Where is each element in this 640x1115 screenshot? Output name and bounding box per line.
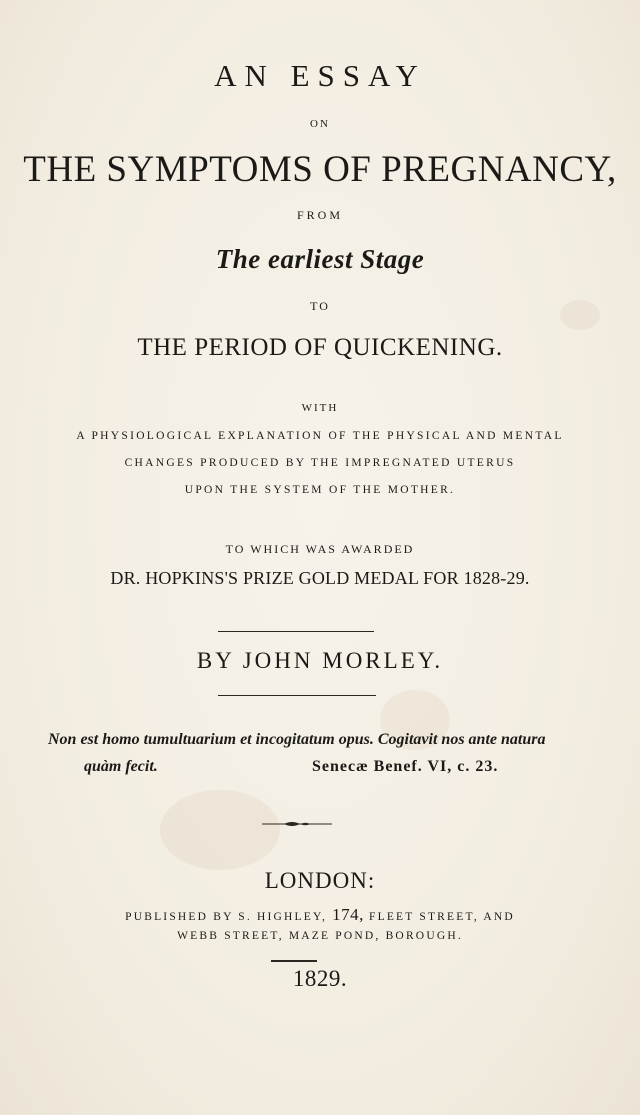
- awarded-line: TO WHICH WAS AWARDED: [225, 542, 415, 556]
- on-line: ON: [310, 118, 330, 130]
- year-rule: [271, 960, 317, 962]
- explanation-line-3: UPON THE SYSTEM OF THE MOTHER.: [184, 484, 456, 496]
- author-line: BY JOHN MORLEY.: [196, 648, 444, 673]
- main-title: THE SYMPTOMS OF PREGNANCY,: [23, 149, 617, 190]
- divider-rule: [218, 695, 376, 696]
- imprint-street-number: 174,: [332, 905, 364, 924]
- imprint-street: FLEET STREET, AND: [369, 911, 515, 923]
- imprint-line-1: [0, 905, 640, 925]
- from-line: FROM: [296, 208, 343, 222]
- with-line: WITH: [301, 402, 339, 414]
- ornament-divider: [262, 820, 332, 828]
- to-line: TO: [310, 299, 330, 313]
- epigraph-line-2: quàm fecit.: [84, 758, 158, 775]
- imprint-publisher: PUBLISHED BY S. HIGHLEY,: [125, 911, 328, 923]
- divider-rule: [218, 631, 374, 632]
- explanation-line-2: CHANGES PRODUCED BY THE IMPREGNATED UTERUS: [124, 457, 516, 469]
- paper-stain: [160, 790, 280, 870]
- epigraph-citation: Senecæ Benef. VI, c. 23.: [312, 758, 499, 775]
- imprint-city: LONDON:: [264, 868, 376, 893]
- explanation-line-1: A PHYSIOLOGICAL EXPLANATION OF THE PHYSICAL AND MENTAL: [76, 430, 564, 442]
- imprint-year: 1829.: [292, 966, 348, 991]
- imprint-line-2: WEBB STREET, MAZE POND, BOROUGH.: [177, 930, 463, 942]
- epigraph-line-1: Non est homo tumultuarium et incogitatum opus. Cogitavit nos ante natura: [48, 731, 546, 748]
- prize-line: DR. HOPKINS'S PRIZE GOLD MEDAL FOR 1828-29.: [110, 568, 530, 588]
- blackletter-phrase: The earliest Stage: [215, 244, 425, 274]
- period-line: THE PERIOD OF QUICKENING.: [137, 334, 503, 361]
- heading-prefix: AN ESSAY: [214, 58, 426, 93]
